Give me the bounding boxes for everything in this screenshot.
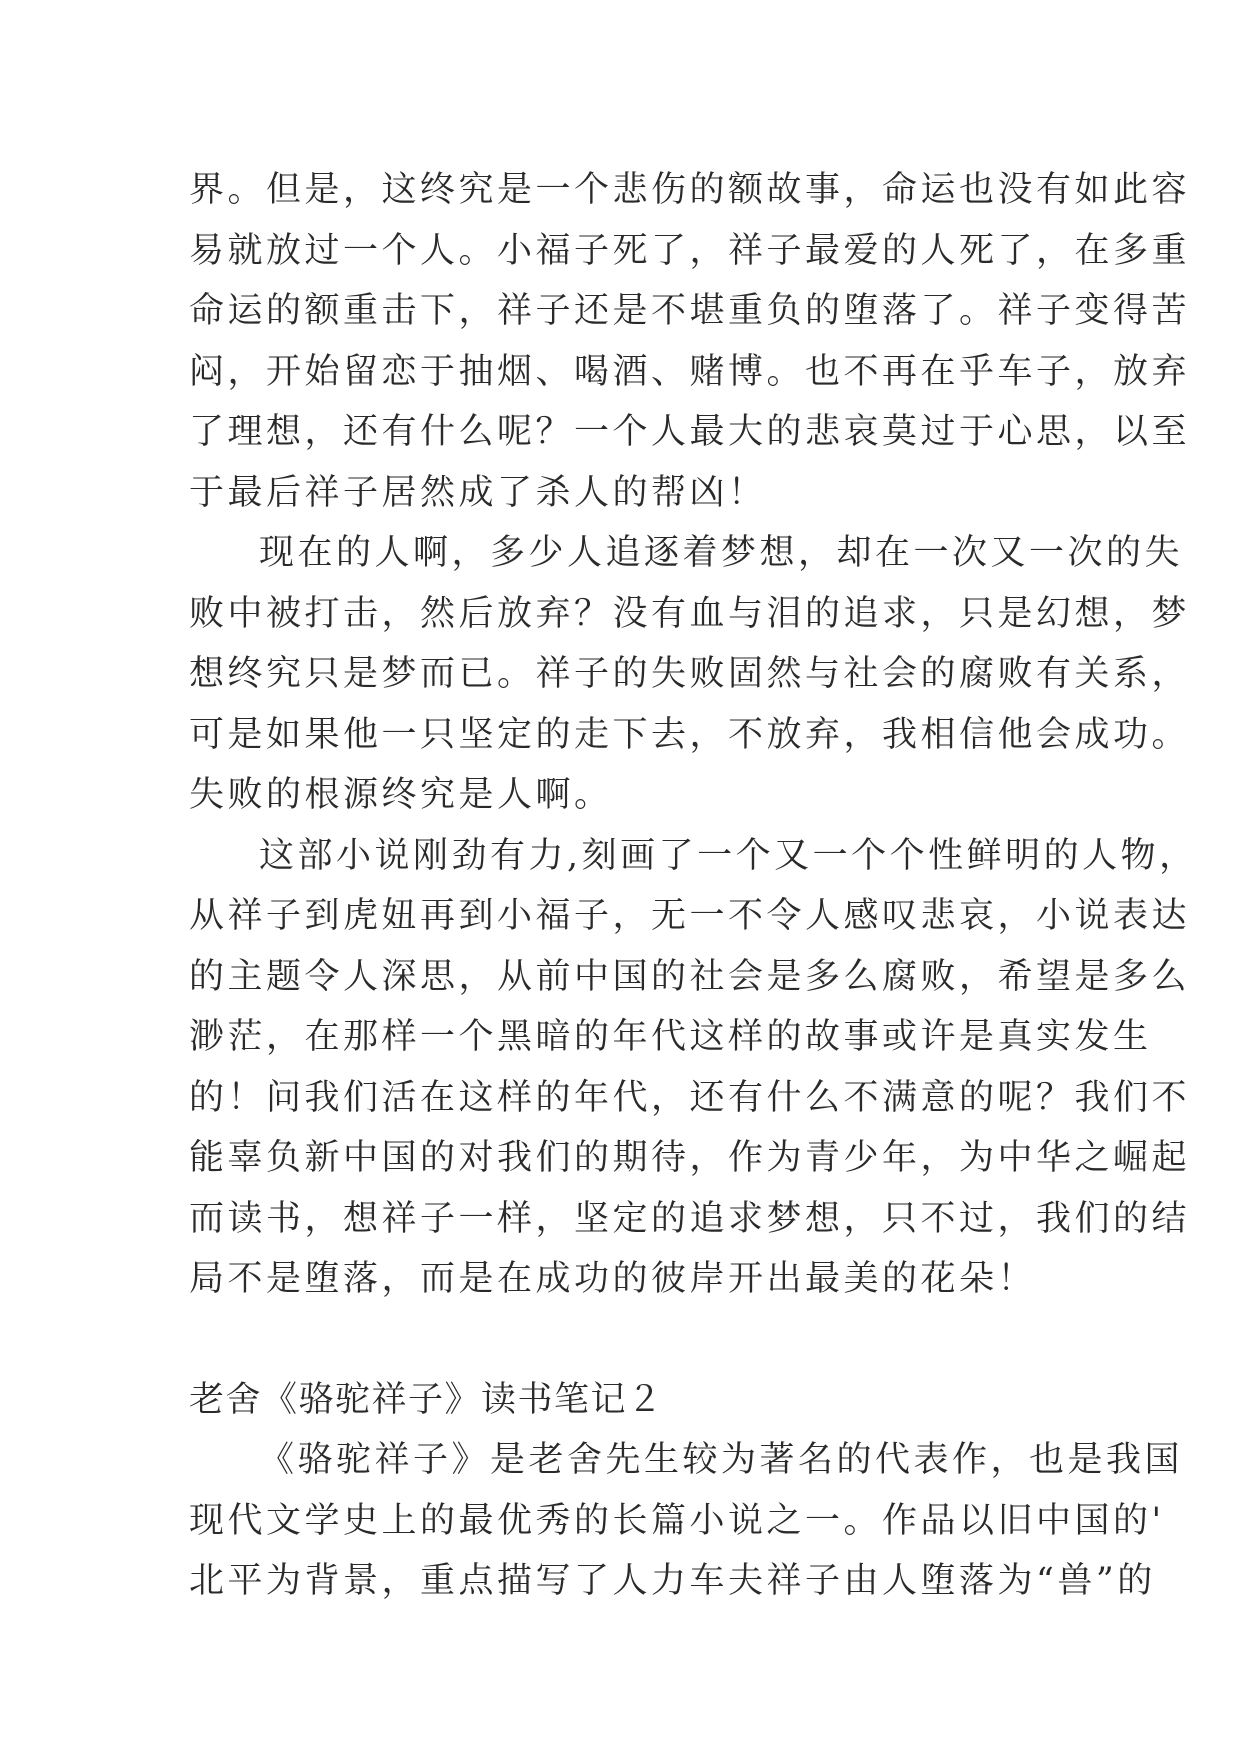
text-line: 于最后祥子居然成了杀人的帮凶！ (189, 472, 767, 513)
text-line: 了理想，还有什么呢？一个人最大的悲哀莫过于心思，以至 (189, 412, 1191, 452)
text-line: 现代文学史上的最优秀的长篇小说之一。作品以旧中国的' (189, 1500, 1165, 1541)
text-line: 失败的根源终究是人啊。 (189, 775, 613, 815)
paragraph-4 (189, 1430, 1184, 1612)
text-line: 易就放过一个人。小福子死了，祥子最爱的人死了，在多重 (189, 230, 1191, 271)
text-line: 界。但是，这终究是一个悲伤的额故事，命运也没有如此容 (189, 170, 1191, 210)
text-line: 从祥子到虎妞再到小福子，无一不令人感叹悲哀，小说表达 (189, 896, 1191, 936)
text-line: 命运的额重击下，祥子还是不堪重负的堕落了。祥子变得苦 (189, 291, 1191, 331)
text-line: 局不是堕落，而是在成功的彼岸开出最美的花朵！ (189, 1259, 1037, 1299)
section-heading: 老舍《骆驼祥子》读书笔记２ (189, 1379, 664, 1420)
text-line: 的主题令人深思，从前中国的社会是多么腐败，希望是多么 (189, 956, 1191, 997)
text-line: 现在的人啊，多少人追逐着梦想，却在一次又一次的失 (259, 533, 1184, 573)
text-line: 败中被打击，然后放弃？没有血与泪的追求，只是幻想，梦 (189, 593, 1191, 634)
text-line: 这部小说刚劲有力,刻画了一个又一个个性鲜明的人物， (259, 835, 1198, 876)
text-line: 而读书，想祥子一样，坚定的追求梦想，只不过，我们的结 (189, 1198, 1191, 1239)
text-line: 的！问我们活在这样的年代，还有什么不满意的呢？我们不 (189, 1077, 1191, 1118)
paragraph-3 (189, 826, 1198, 1310)
text-line: 能辜负新中国的对我们的期待，作为青少年，为中华之崛起 (189, 1138, 1191, 1178)
text-line: 想终究只是梦而已。祥子的失败固然与社会的腐败有关系， (189, 654, 1191, 694)
paragraph-1 (189, 160, 1191, 523)
text-line: 《骆驼祥子》是老舍先生较为著名的代表作，也是我国 (259, 1440, 1184, 1480)
text-line: 渺茫，在那样一个黑暗的年代这样的故事或许是真实发生 (189, 1017, 1152, 1057)
text-line: 北平为背景，重点描写了人力车夫祥子由人堕落为“兽”的 (189, 1561, 1156, 1601)
text-line: 闷，开始留恋于抽烟、喝酒、赌博。也不再在乎车子，放弃 (189, 351, 1191, 392)
paragraph-2 (189, 523, 1191, 826)
text-line: 可是如果他一只坚定的走下去，不放弃，我相信他会成功。 (189, 714, 1191, 755)
document-body (189, 160, 1198, 1612)
